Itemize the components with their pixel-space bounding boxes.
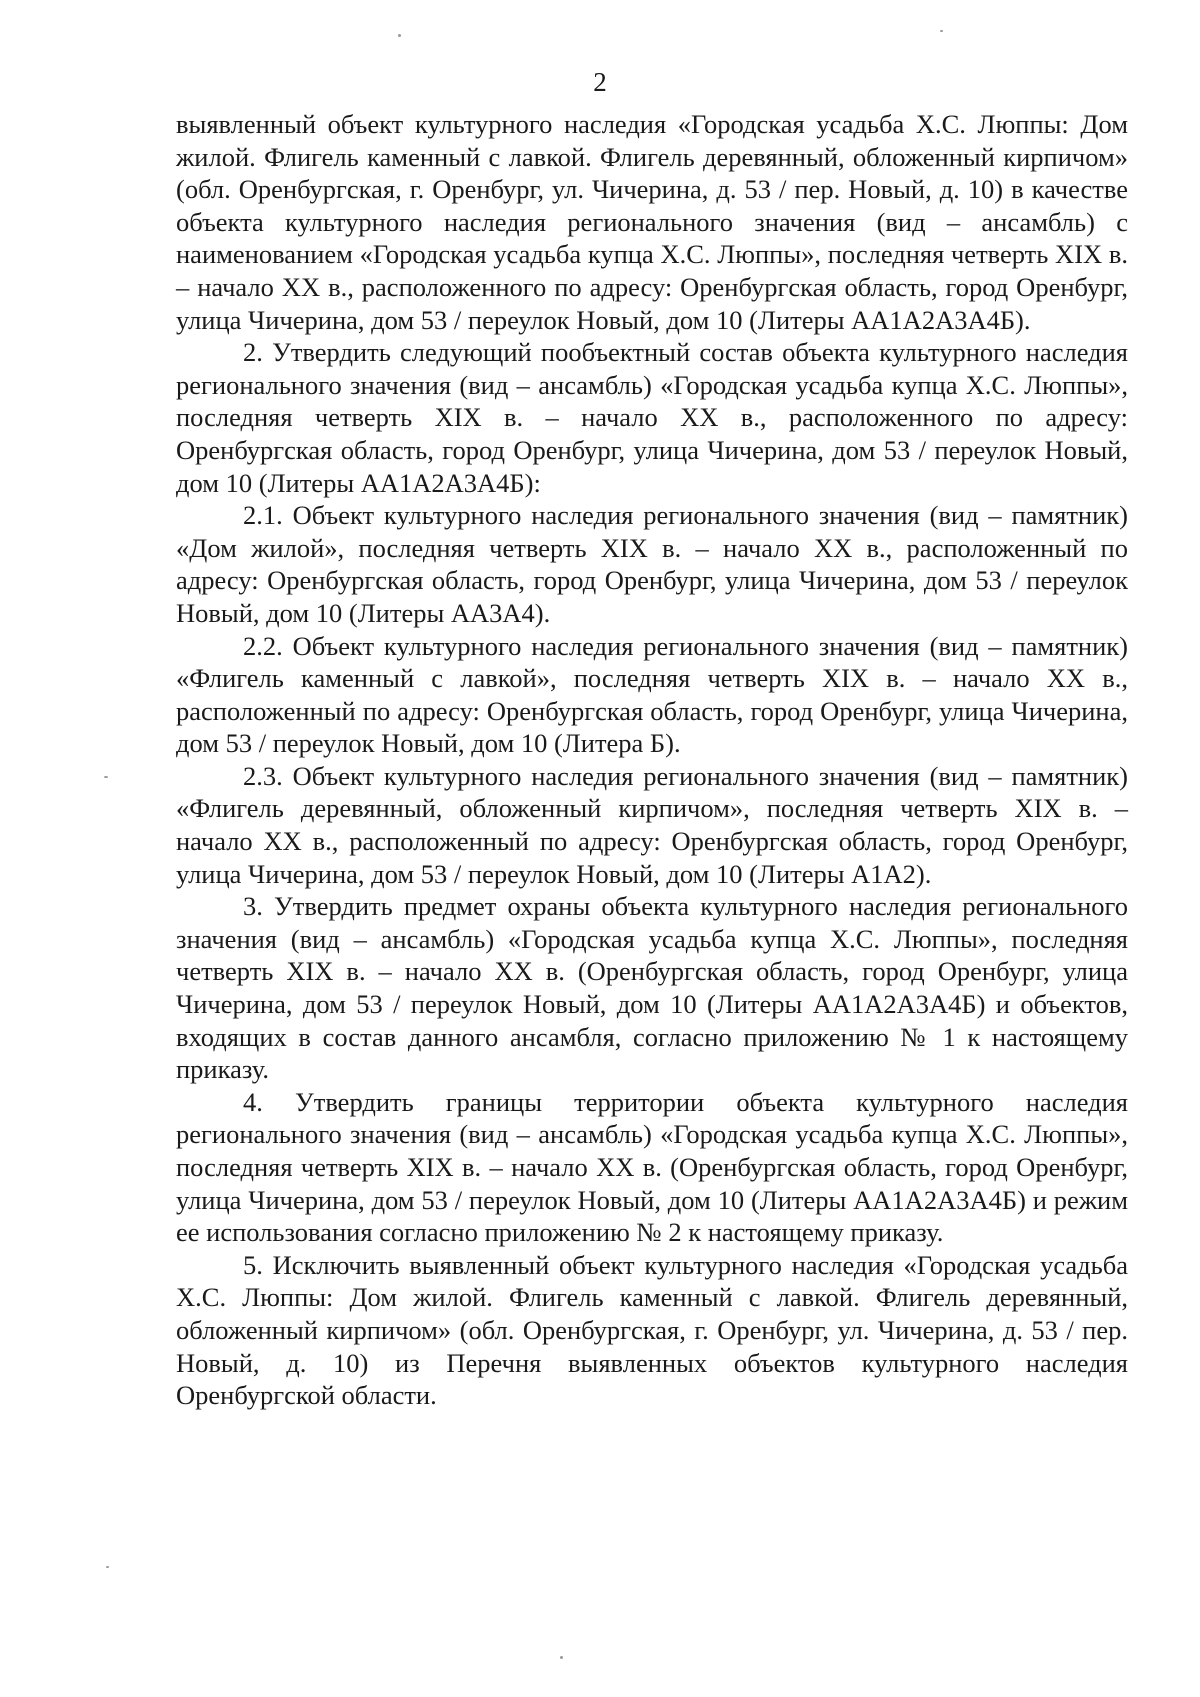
paragraph-item-2-2: 2.2. Объект культурного наследия регионального значения (вид – памятник) «Флигель каменный с лавкой», последняя четверть XIX в. – начало XX в., расположенный по адресу: Оренбургская область, город Оренбург, улица Чичерина, дом 53 / переулок Новый, дом 10 (Литера Б). (176, 630, 1128, 759)
scan-speck (940, 30, 943, 32)
scan-speck (106, 1566, 109, 1568)
scan-speck (398, 34, 401, 37)
paragraph-item-2: 2. Утвердить следующий пообъектный состав объекта культурного наследия регионального значения (вид – ансамбль) «Городская усадьба купца Х.С. Люппы», последняя четверть XIX в. – начало XX в., расположенного по адресу: Оренбургская область, город Оренбург, улица Чичерина, дом 53 / переулок Новый, дом 10 (Литеры АА1А2А3А4Б): (176, 337, 1128, 498)
paragraph-item-5: 5. Исключить выявленный объект культурного наследия «Городская усадьба Х.С. Люппы: Дом жилой. Флигель каменный с лавкой. Флигель деревянный, обложенный кирпичом» (обл. Оренбургская, г. Оренбург, ул. Чичерина, д. 53 / пер. Новый, д. 10) из Перечня выявленных объектов культурного наследия Оренбургской области. (176, 1249, 1128, 1411)
scan-speck (104, 776, 108, 778)
paragraph-continuation: выявленный объект культурного наследия «Городская усадьба Х.С. Люппы: Дом жилой. Флигель каменный с лавкой. Флигель деревянный, обложенный кирпичом» (обл. Оренбургская, г. Оренбург, ул. Чичерина, д. 53 / пер. Новый, д. 10) в качестве объекта культурного наследия регионального значения (вид – ансамбль) с наименованием «Городская усадьба купца Х.С. Люппы», последняя четверть XIX в. – начало XX в., расположенного по адресу: Оренбургская область, город Оренбург, улица Чичерина, дом 53 / переулок Новый, дом 10 (Литеры АА1А2А3А4Б). (176, 109, 1128, 335)
paragraph-item-2-3: 2.3. Объект культурного наследия регионального значения (вид – памятник) «Флигель деревянный, обложенный кирпичом», последняя четверть XIX в. – начало XX в., расположенный по адресу: Оренбургская область, город Оренбург, улица Чичерина, дом 53 / переулок Новый, дом 10 (Литеры А1А2). (176, 760, 1128, 889)
page-number: 2 (593, 67, 607, 97)
document-body (176, 108, 1128, 1412)
paragraph-item-2-1: 2.1. Объект культурного наследия регионального значения (вид – памятник) «Дом жилой», последняя четверть XIX в. – начало XX в., расположенный по адресу: Оренбургская область, город Оренбург, улица Чичерина, дом 53 / переулок Новый, дом 10 (Литеры АА3А4). (176, 500, 1128, 628)
scan-speck (560, 1656, 563, 1659)
paragraph-item-3: 3. Утвердить предмет охраны объекта культурного наследия регионального значения (вид – ансамбль) «Городская усадьба купца Х.С. Люппы», последняя четверть XIX в. – начало XX в. (Оренбургская область, город Оренбург, улица Чичерина, дом 53 / переулок Новый, дом 10 (Литеры АА1А2А3А4Б) и объектов, входящих в состав данного ансамбля, согласно приложению № 1 к настоящему приказу. (176, 891, 1128, 1085)
paragraph-item-4: 4. Утвердить границы территории объекта культурного наследия регионального значения (вид – ансамбль) «Городская усадьба купца Х.С. Люппы», последняя четверть XIX в. – начало XX в. (Оренбургская область, город Оренбург, улица Чичерина, дом 53 / переулок Новый, дом 10 (Литеры АА1А2А3А4Б) и режим ее использования согласно приложению № 2 к настоящему приказу. (176, 1086, 1128, 1248)
